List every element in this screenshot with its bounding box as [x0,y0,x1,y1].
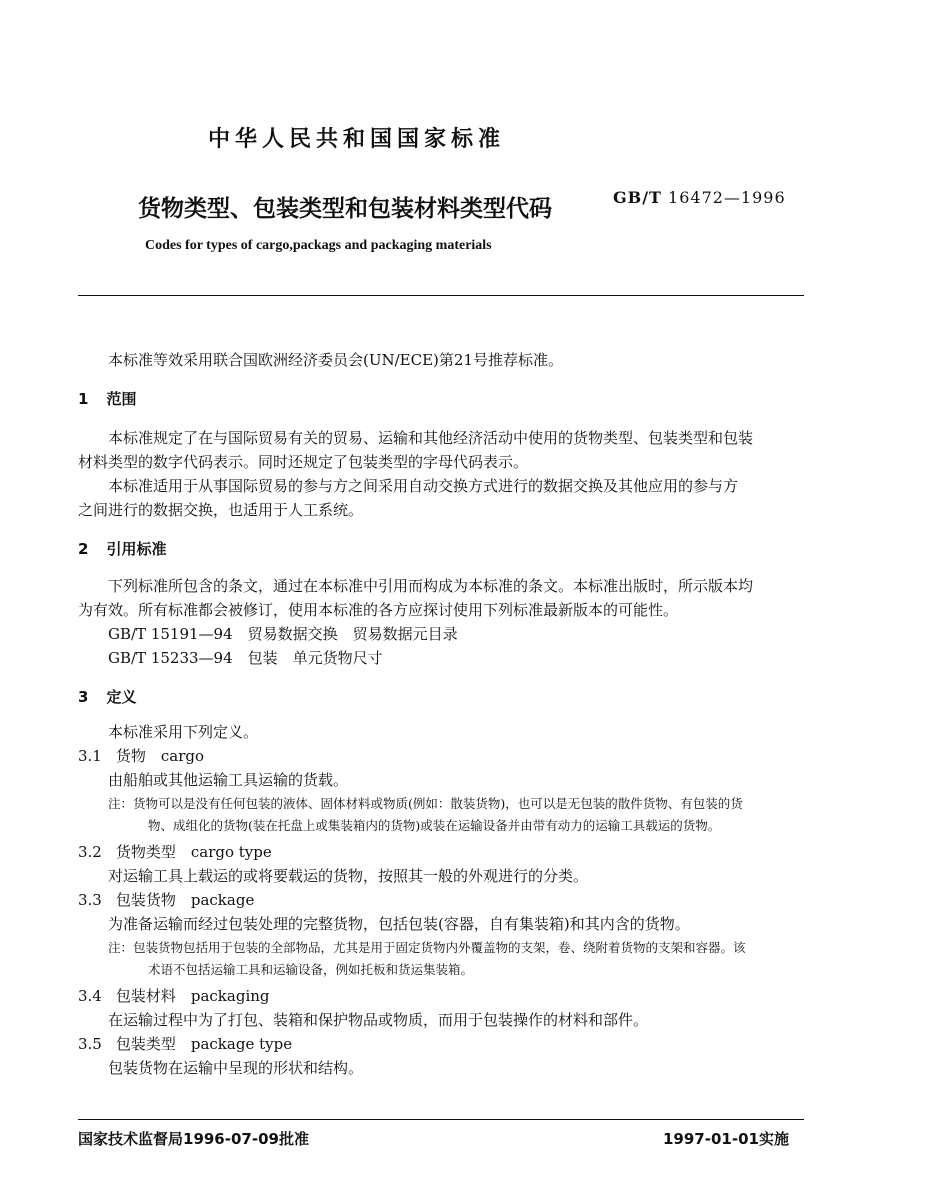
section-1-para-2-line-2: 之间进行的数据交换，也适用于人工系统。 [78,501,364,519]
reference-standard-2: GB/T 15233—94 包装 单元货物尺寸 [108,649,383,667]
definition-3-1-text: 由船舶或其他运输工具运输的货载。 [108,771,349,789]
definition-3-3-heading [78,888,254,912]
section-number: 1 [78,390,89,408]
standard-title: 货物类型、包装类型和包装材料类型代码 [138,196,552,222]
definition-3-1-heading [78,744,204,768]
definition-number: 3.2 [78,843,102,861]
section-number: 3 [78,688,89,706]
definition-3-3-text: 为准备运输而经过包装处理的完整货物，包括包装(容器，自有集装箱)和其内含的货物。 [108,915,690,933]
definition-3-5-text: 包装货物在运输中呈现的形状和结构。 [108,1059,364,1077]
section-2-para-line-2: 为有效。所有标准都会被修订，使用本标准的各方应探讨使用下列标准最新版本的可能性。 [78,601,679,619]
definition-number: 3.4 [78,987,102,1005]
section-1-para-1-line-2: 材料类型的数字代码表示。同时还规定了包装类型的字母代码表示。 [78,453,529,471]
issuing-organization: 中华人民共和国国家标准 [208,127,506,152]
definition-3-3-note-line-2: 术语不包括运输工具和运输设备，例如托板和货运集装箱。 [148,962,474,977]
definition-term: 包装货物 package [115,891,255,909]
section-title: 定义 [106,688,137,706]
definition-term: 货物类型 cargo type [115,843,272,861]
definition-3-2-text: 对运输工具上载运的或将要载运的货物，按照其一般的外观进行的分类。 [108,867,589,885]
footer-divider [78,1119,804,1120]
definition-3-2-heading [78,840,272,864]
header-divider [78,295,804,296]
section-1-para-2-line-1: 本标准适用于从事国际贸易的参与方之间采用自动交换方式进行的数据交换及其他应用的参与方 [108,477,739,495]
definition-3-5-heading [78,1032,292,1056]
section-3-heading [78,686,136,707]
definition-3-1-note-line-1: 注：货物可以是没有任何包装的液体、固体材料或物质(例如：散装货物)，也可以是无包装的散件货物、有包装的货 [108,796,743,811]
section-3-intro: 本标准采用下列定义。 [108,723,259,741]
definition-number: 3.1 [78,747,102,765]
section-title: 引用标准 [106,540,167,558]
definition-term: 货物 cargo [115,747,205,765]
section-2-heading [78,538,166,559]
definition-term: 包装类型 package type [115,1035,293,1053]
definition-number: 3.3 [78,891,102,909]
definition-number: 3.5 [78,1035,102,1053]
definition-3-4-heading [78,984,270,1008]
effective-date: 1997-01-01实施 [663,1130,789,1148]
english-title: Codes for types of cargo,packags and packaging materials [145,238,492,253]
section-1-para-1-line-1: 本标准规定了在与国际贸易有关的贸易、运输和其他经济活动中使用的货物类型、包装类型和包装 [108,429,754,447]
intro-paragraph: 本标准等效采用联合国欧洲经济委员会(UN/ECE)第21号推荐标准。 [108,351,563,369]
definition-term: 包装材料 packaging [115,987,270,1005]
definition-3-3-note-line-1: 注：包装货物包括用于包装的全部物品，尤其是用于固定货物内外覆盖物的支架，卷、绕附着货物的支架和容器。该 [108,940,746,955]
definition-3-4-text: 在运输过程中为了打包、装箱和保护物品或物质，而用于包装操作的材料和部件。 [108,1011,649,1029]
standard-code-number: 16472—1996 [668,188,786,207]
section-1-heading [78,388,136,409]
section-2-para-line-1: 下列标准所包含的条文，通过在本标准中引用而构成为本标准的条文。本标准出版时，所示版本均 [108,577,754,595]
standard-code-prefix: GB/T [613,188,662,207]
definition-3-1-note-line-2: 物、成组化的货物(装在托盘上或集装箱内的货物)或装在运输设备并由带有动力的运输工具载运的货物。 [148,818,721,833]
section-title: 范围 [106,390,137,408]
approval-statement: 国家技术监督局1996-07-09批准 [78,1130,309,1148]
section-number: 2 [78,540,89,558]
reference-standard-1: GB/T 15191—94 贸易数据交换 贸易数据元目录 [108,625,458,643]
standard-code [613,188,786,207]
